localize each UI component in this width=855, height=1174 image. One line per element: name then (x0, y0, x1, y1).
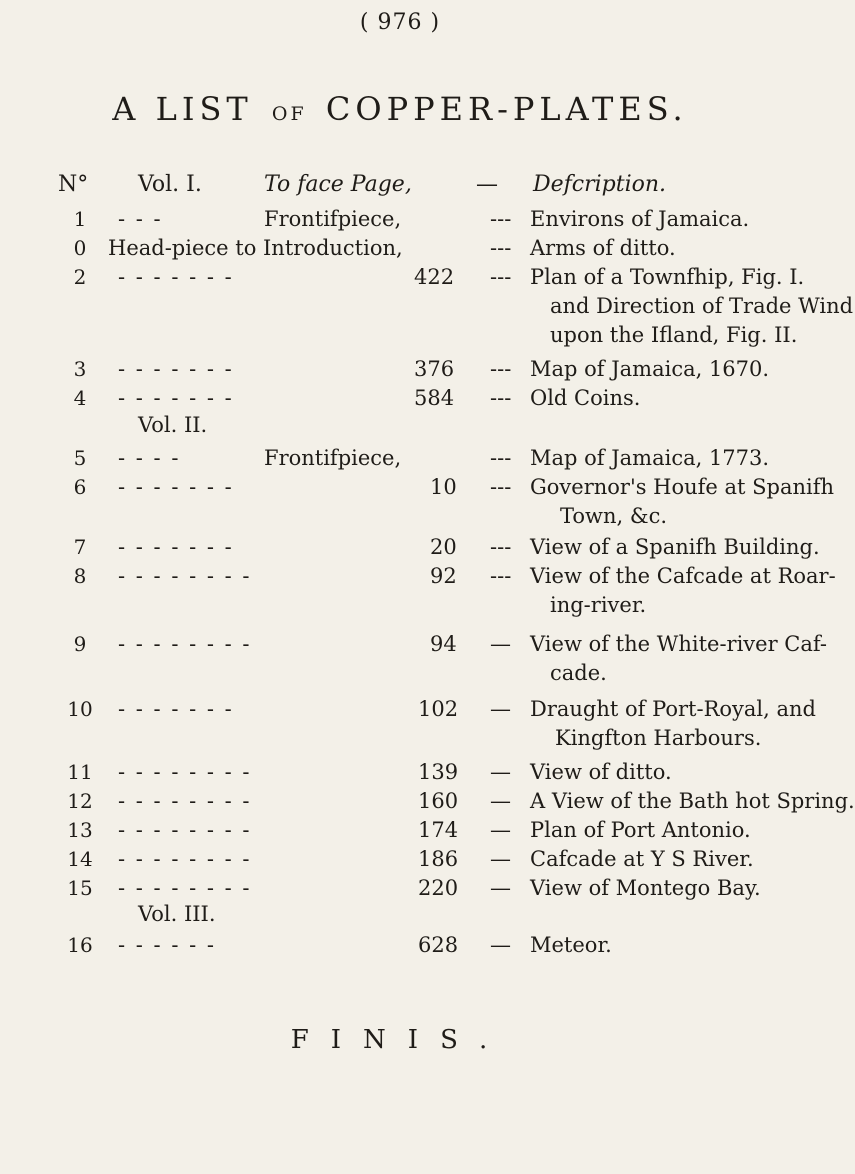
separator: --- (490, 535, 512, 559)
description: Draught of Port-Royal, and (530, 697, 816, 721)
description: Old Coins. (530, 386, 641, 410)
description: Meteor. (530, 933, 612, 957)
col-face-page: To face Page, (264, 172, 412, 197)
separator: — (490, 760, 511, 784)
description: View of Montego Bay. (530, 876, 761, 900)
plate-number: 14 (67, 847, 93, 871)
description: Cafcade at Y S River. (530, 847, 754, 871)
col-description: Defcription. (533, 172, 667, 197)
leader-dashes: - - - - - - - (118, 265, 234, 289)
plate-number: 4 (73, 386, 87, 410)
plate-number: 11 (67, 760, 93, 784)
col-number: N° (58, 172, 89, 197)
face-page: 422 (414, 265, 455, 289)
leader-dashes: - - - - - - - (118, 697, 234, 721)
leader-dashes: - - - - - - - - (118, 789, 252, 813)
volume-label: Vol. III. (138, 902, 216, 926)
plate-number: 16 (67, 933, 93, 957)
description: View of ditto. (530, 760, 672, 784)
face-page: 139 (418, 760, 459, 784)
separator: --- (490, 386, 512, 410)
description-continued: and Direction of Trade Wind (550, 294, 854, 318)
face-page: Frontifpiece, (264, 446, 402, 470)
description-continued: Town, &c. (560, 504, 667, 528)
description: View of the Cafcade at Roar- (530, 564, 836, 588)
face-page: Frontifpiece, (264, 207, 402, 231)
plate-number: 7 (73, 535, 87, 559)
description-continued: cade. (550, 661, 607, 685)
description-continued: upon the Ifland, Fig. II. (550, 323, 798, 347)
description-continued: ing-river. (550, 593, 647, 617)
separator: --- (490, 475, 512, 499)
plate-number: 5 (73, 446, 87, 470)
leader-dashes: - - - - - - - - (118, 564, 252, 588)
description: A View of the Bath hot Spring. (530, 789, 855, 813)
volume-label: Vol. II. (138, 413, 208, 437)
separator: — (490, 847, 511, 871)
face-page: 102 (418, 697, 459, 721)
face-page: 186 (418, 847, 459, 871)
leader-dashes: - - - - - - - - (118, 876, 252, 900)
face-page: 584 (414, 386, 455, 410)
description: Arms of ditto. (530, 236, 676, 260)
separator: — (490, 632, 511, 656)
leader-dashes: - - - - - - - (118, 386, 234, 410)
list-title (0, 90, 800, 128)
leader-dashes: - - - (118, 207, 163, 231)
plate-number: 13 (67, 818, 93, 842)
plate-number: 15 (67, 876, 93, 900)
description-continued: Kingfton Harbours. (555, 726, 762, 750)
description: Governor's Houfe at Spanifh (530, 475, 835, 499)
separator: --- (490, 357, 512, 381)
face-page: 20 (430, 535, 457, 559)
col-volume: Vol. I. (138, 172, 202, 197)
face-page: 92 (430, 564, 457, 588)
face-page: 160 (418, 789, 459, 813)
face-page: 94 (430, 632, 457, 656)
face-page: 10 (430, 475, 457, 499)
separator: — (490, 697, 511, 721)
plate-number: 1 (73, 207, 87, 231)
title-part-2: COPPER-PLATES. (325, 90, 688, 128)
separator: — (490, 789, 511, 813)
plate-number: 9 (73, 632, 87, 656)
leader-dashes: - - - - - - - - (118, 847, 252, 871)
leader-dashes: - - - - - - - (118, 535, 234, 559)
separator: — (490, 876, 511, 900)
separator: — (490, 818, 511, 842)
title-part-1: A LIST (112, 90, 253, 128)
description: Environs of Jamaica. (530, 207, 750, 231)
leader-dashes: - - - - - - - - (118, 632, 252, 656)
leader-dashes: - - - - - - - (118, 475, 234, 499)
leader-dashes: - - - - (118, 446, 181, 470)
title-small: OF (271, 103, 307, 125)
face-page: 174 (418, 818, 459, 842)
plate-number: 3 (73, 357, 87, 381)
face-page: 628 (418, 933, 459, 957)
separator: --- (490, 265, 512, 289)
leader-dashes: - - - - - - - - (118, 818, 252, 842)
description: Map of Jamaica, 1670. (530, 357, 770, 381)
plate-number: 8 (73, 564, 87, 588)
description: Plan of a Townfhip, Fig. I. (530, 265, 805, 289)
separator: --- (490, 564, 512, 588)
description: View of a Spanifh Building. (530, 535, 820, 559)
description: View of the White-river Caf- (530, 632, 828, 656)
leader-dashes: - - - - - - (118, 933, 216, 957)
plate-number: 0 (73, 236, 87, 260)
separator: --- (490, 207, 512, 231)
col-separator: — (476, 172, 498, 197)
description: Plan of Port Antonio. (530, 818, 751, 842)
separator: --- (490, 236, 512, 260)
description: Map of Jamaica, 1773. (530, 446, 770, 470)
finis: FINIS. (290, 1025, 510, 1055)
separator: — (490, 933, 511, 957)
plate-number: 10 (67, 697, 93, 721)
page-number: ( 976 ) (359, 10, 441, 35)
face-page: 376 (414, 357, 455, 381)
plate-number: 2 (73, 265, 87, 289)
leader-dashes: - - - - - - - - (118, 760, 252, 784)
plate-number: 6 (73, 475, 87, 499)
leader-dashes: - - - - - - - (118, 357, 234, 381)
plate-number: 12 (67, 789, 93, 813)
face-page: 220 (418, 876, 459, 900)
face-page: Head-piece to Introduction, (108, 236, 403, 260)
separator: --- (490, 446, 512, 470)
